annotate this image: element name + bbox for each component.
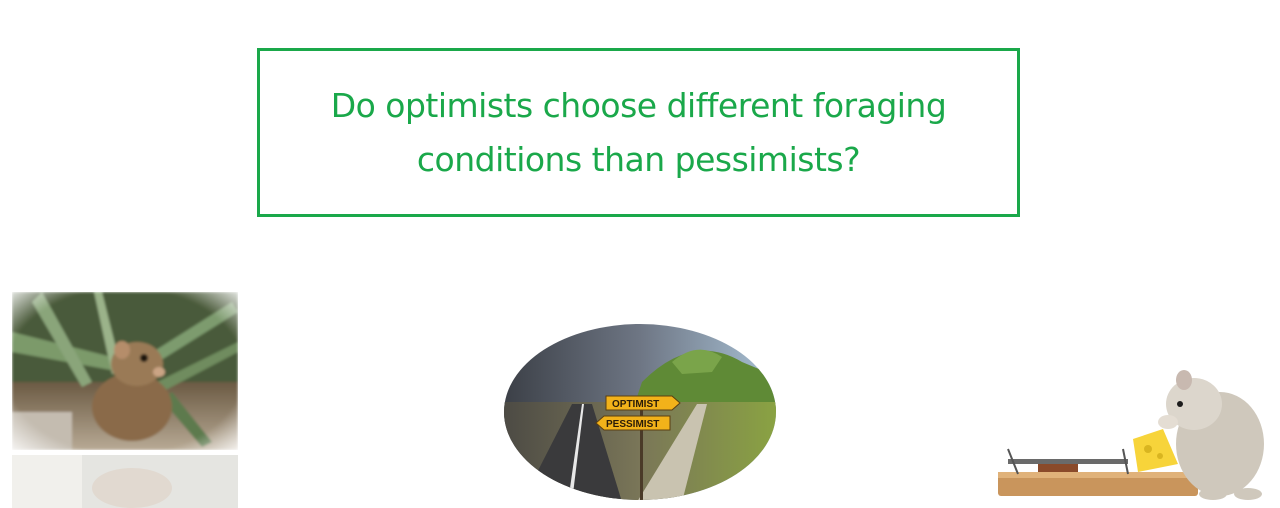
question-line-2: conditions than pessimists? <box>416 139 861 179</box>
mouse-photo-reflection <box>12 455 238 508</box>
question-box <box>257 48 1020 217</box>
question-line-1: Do optimists choose different foraging <box>330 85 947 125</box>
optimist-pessimist-road-photo <box>502 322 778 502</box>
hamster-mousetrap-photo <box>998 364 1270 506</box>
pessimist-sign-text: PESSIMIST <box>606 419 660 430</box>
optimist-sign-text: OPTIMIST <box>612 399 660 410</box>
mouse-in-plants-photo <box>12 292 238 450</box>
